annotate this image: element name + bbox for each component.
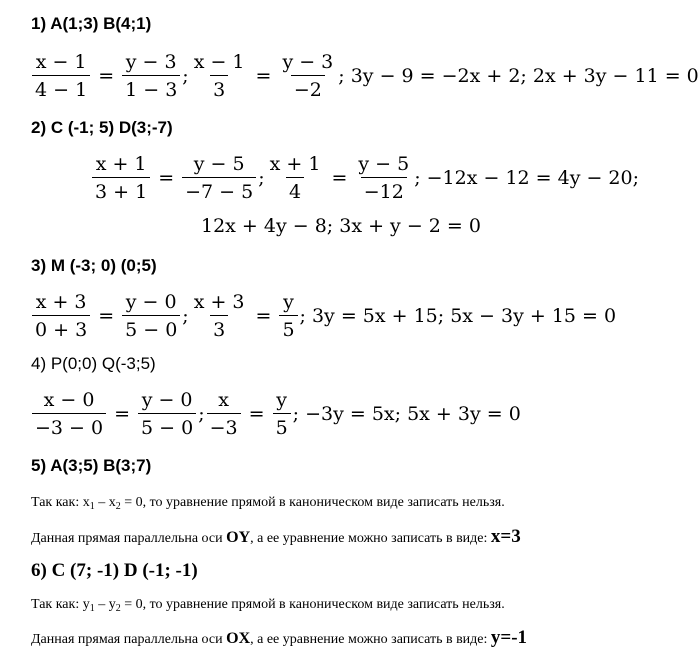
equation-tail: ; 3y − 9 = −2x + 2; 2x + 3y − 11 = 0 <box>338 65 699 87</box>
separator: ; <box>182 65 189 87</box>
equals-sign: = <box>248 403 265 425</box>
numerator: y − 5 <box>358 153 410 175</box>
equation-tail: ; −12x − 12 = 4y − 20; <box>414 167 640 189</box>
equation-tail: ; −3y = 5x; 5x + 3y = 0 <box>292 403 521 425</box>
equals-sign: = <box>98 65 115 87</box>
numerator: x <box>218 389 229 411</box>
numerator: x + 3 <box>193 291 245 313</box>
equals-sign: = <box>114 403 131 425</box>
denominator: 5 <box>273 413 291 439</box>
problem-2-equation-line-2 <box>201 215 481 237</box>
fraction <box>273 389 291 439</box>
denominator: 3 <box>210 75 228 101</box>
fraction <box>122 51 180 101</box>
problem-6-text-line-2: Данная прямая параллельна оси OX, а ее уравнение можно записать в виде: y=-1 <box>31 627 528 648</box>
numerator: y <box>276 389 287 411</box>
denominator: −3 <box>207 413 241 439</box>
equation-line: 12x + 4y − 8; 3x + y − 2 = 0 <box>201 215 481 237</box>
problem-3-header: 3) M (-3; 0) (0;5) <box>31 256 157 275</box>
fraction <box>279 51 336 101</box>
fraction <box>32 51 90 101</box>
denominator: −7 − 5 <box>182 177 256 203</box>
denominator: 5 − 0 <box>138 413 196 439</box>
equals-sign: = <box>331 167 348 189</box>
denominator: 4 − 1 <box>32 75 90 101</box>
denominator: 0 + 3 <box>32 315 90 341</box>
fraction <box>182 153 256 203</box>
numerator: x + 1 <box>269 153 321 175</box>
numerator: y <box>283 291 294 313</box>
fraction <box>32 389 106 439</box>
fraction <box>355 153 412 203</box>
denominator: −3 − 0 <box>32 413 106 439</box>
problem-5-text-line-2: Данная прямая параллельна оси OY, а ее уравнение можно записать в виде: x=3 <box>31 526 521 547</box>
fraction <box>191 51 248 101</box>
problem-5-header: 5) A(3;5) B(3;7) <box>31 456 152 475</box>
answer-equation: y=-1 <box>490 627 528 648</box>
denominator: 1 − 3 <box>122 75 180 101</box>
numerator: x + 1 <box>95 153 147 175</box>
denominator: 4 <box>286 177 304 203</box>
problem-4-header: 4) P(0;0) Q(-3;5) <box>31 354 156 373</box>
denominator: −12 <box>361 177 407 203</box>
denominator: 5 <box>279 315 297 341</box>
numerator: x − 0 <box>43 389 95 411</box>
problem-4-equation <box>30 389 521 439</box>
numerator: y − 0 <box>125 291 177 313</box>
fraction <box>279 291 297 341</box>
problem-2-header: 2) C (-1; 5) D(3;-7) <box>31 118 173 137</box>
equals-sign: = <box>158 167 175 189</box>
numerator: x − 1 <box>193 51 245 73</box>
problem-2-equation <box>90 153 639 203</box>
numerator: y − 3 <box>125 51 177 73</box>
answer-equation: x=3 <box>490 526 521 547</box>
fraction <box>207 389 241 439</box>
fraction <box>191 291 248 341</box>
fraction <box>267 153 324 203</box>
numerator: y − 0 <box>141 389 193 411</box>
fraction <box>138 389 196 439</box>
equals-sign: = <box>255 65 272 87</box>
fraction <box>92 153 150 203</box>
problem-1-header: 1) A(1;3) B(4;1) <box>31 14 152 33</box>
denominator: 3 <box>210 315 228 341</box>
separator: ; <box>198 403 205 425</box>
numerator: y − 5 <box>193 153 245 175</box>
fraction <box>122 291 180 341</box>
equals-sign: = <box>98 305 115 327</box>
problem-5-text-line-1: Так как: $x_1 - x_2 = 0$, то уравнение прямой в каноническом виде записать нельзя. <box>31 495 505 512</box>
problem-1-equation <box>30 51 699 101</box>
fraction <box>32 291 90 341</box>
denominator: 3 + 1 <box>92 177 150 203</box>
numerator: y − 3 <box>282 51 334 73</box>
separator: ; <box>258 167 265 189</box>
numerator: x − 1 <box>35 51 87 73</box>
separator: ; <box>182 305 189 327</box>
denominator: 5 − 0 <box>122 315 180 341</box>
problem-6-header: 6) C (7; -1) D (-1; -1) <box>31 560 198 581</box>
problem-6-text-line-1: Так как: $y_1 - y_2 = 0$, то уравнение прямой в каноническом виде записать нельзя. <box>31 597 505 614</box>
equation-tail: ; 3y = 5x + 15; 5x − 3y + 15 = 0 <box>299 305 617 327</box>
numerator: x + 3 <box>35 291 87 313</box>
equals-sign: = <box>255 305 272 327</box>
denominator: −2 <box>291 75 325 101</box>
problem-3-equation <box>30 291 616 341</box>
